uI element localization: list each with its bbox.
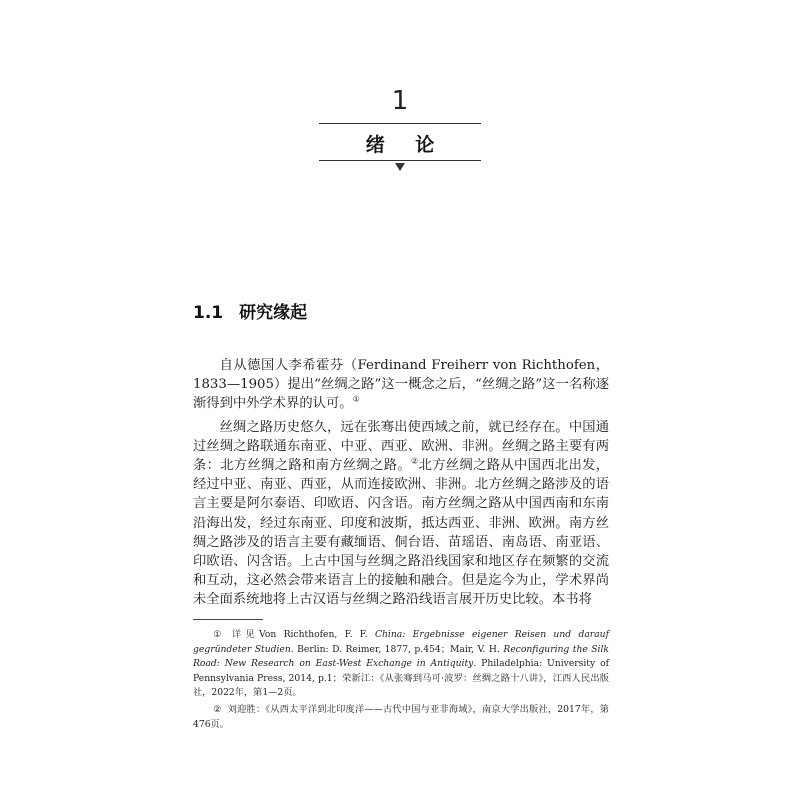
- footnote-1: [193, 628, 609, 701]
- footnote-1-title-1: China: Ergebnisse eigener Reisen und darauf gegründeter Studien: [193, 629, 609, 655]
- footnote-ref-2[interactable]: ②: [411, 456, 419, 466]
- footnotes: [193, 628, 609, 734]
- footnote-2: [193, 703, 609, 732]
- section-number: 1.1: [193, 303, 224, 323]
- chapter-title: 绪 论: [365, 134, 447, 156]
- paragraph-2: [193, 418, 609, 610]
- section-heading: [193, 298, 307, 323]
- paragraph-2-text-a: 丝绸之路历史悠久，远在张骞出使西域之前，就已经存在。中国通过丝绸之路联通东南亚、中亚、西亚、欧洲、非洲。丝绸之路主要有两条：北方丝绸之路和南方丝绸之路。: [193, 419, 609, 474]
- body-text: [193, 356, 609, 614]
- footnote-1-pre: 详见Von Richthofen, F. F.: [231, 629, 375, 640]
- footnote-2-text: 刘迎胜：《从西太平洋到北印度洋——古代中国与亚非海域》，南京大学出版社，2017年，第476页。: [193, 703, 609, 730]
- section-title: 研究缘起: [239, 303, 308, 323]
- chapter-title-bottom-rule: [319, 160, 481, 161]
- footnote-rule: [193, 619, 263, 620]
- down-triangle-icon: [395, 163, 405, 171]
- paragraph-1: [193, 356, 609, 414]
- footnote-ref-1[interactable]: ①: [352, 394, 360, 404]
- footnote-1-post: . Philadelphia: University of Pennsylvania Press, 2014, p.1；荣新江：《从张骞到马可·波罗：丝绸之路十八讲》，江西人民出版社，2022年，第1—2页。: [193, 658, 610, 699]
- footnote-2-mark: ②: [213, 703, 222, 715]
- paragraph-2-text-b: 北方丝绸之路从中国西北出发，经过中亚、南亚、西亚，从而连接欧洲、非洲。北方丝绸之路涉及的语言主要是阿尔泰语、印欧语、闪含语。南方丝绸之路从中国西南和东南沿海出发，经过东南亚、印度和波斯，抵达西亚、非洲、欧洲。南方丝绸之路涉及的语言主要有藏缅语、侗台语、苗瑶语、南岛语、南亚语、印欧语、闪含语。上古中国与丝绸之路沿线国家和地区存在频繁的交流和互动，这必然会带来语言上的接触和融合。但是迄今为止，学术界尚未全面系统地将上古汉语与丝绸之路沿线语言展开历史比较。本书将: [193, 458, 610, 608]
- chapter-number: 1: [391, 86, 409, 116]
- footnote-1-title-2: Reconfiguring the Silk Road: New Research on East-West Exchange in Antiquity: [193, 643, 609, 670]
- footnote-1-mid: . Berlin: D. Reimer, 1877, p.454；Mair, V. H.: [290, 643, 504, 655]
- paragraph-1-text: 自从德国人李希霍芬（Ferdinand Freiherr von Richthofen，1833—1905）提出“丝绸之路”这一概念之后，“丝绸之路”这一名称逐渐得到中外学术界的认可。: [193, 358, 609, 412]
- chapter-title-top-rule: [319, 123, 481, 124]
- footnote-1-mark: ①: [213, 629, 226, 640]
